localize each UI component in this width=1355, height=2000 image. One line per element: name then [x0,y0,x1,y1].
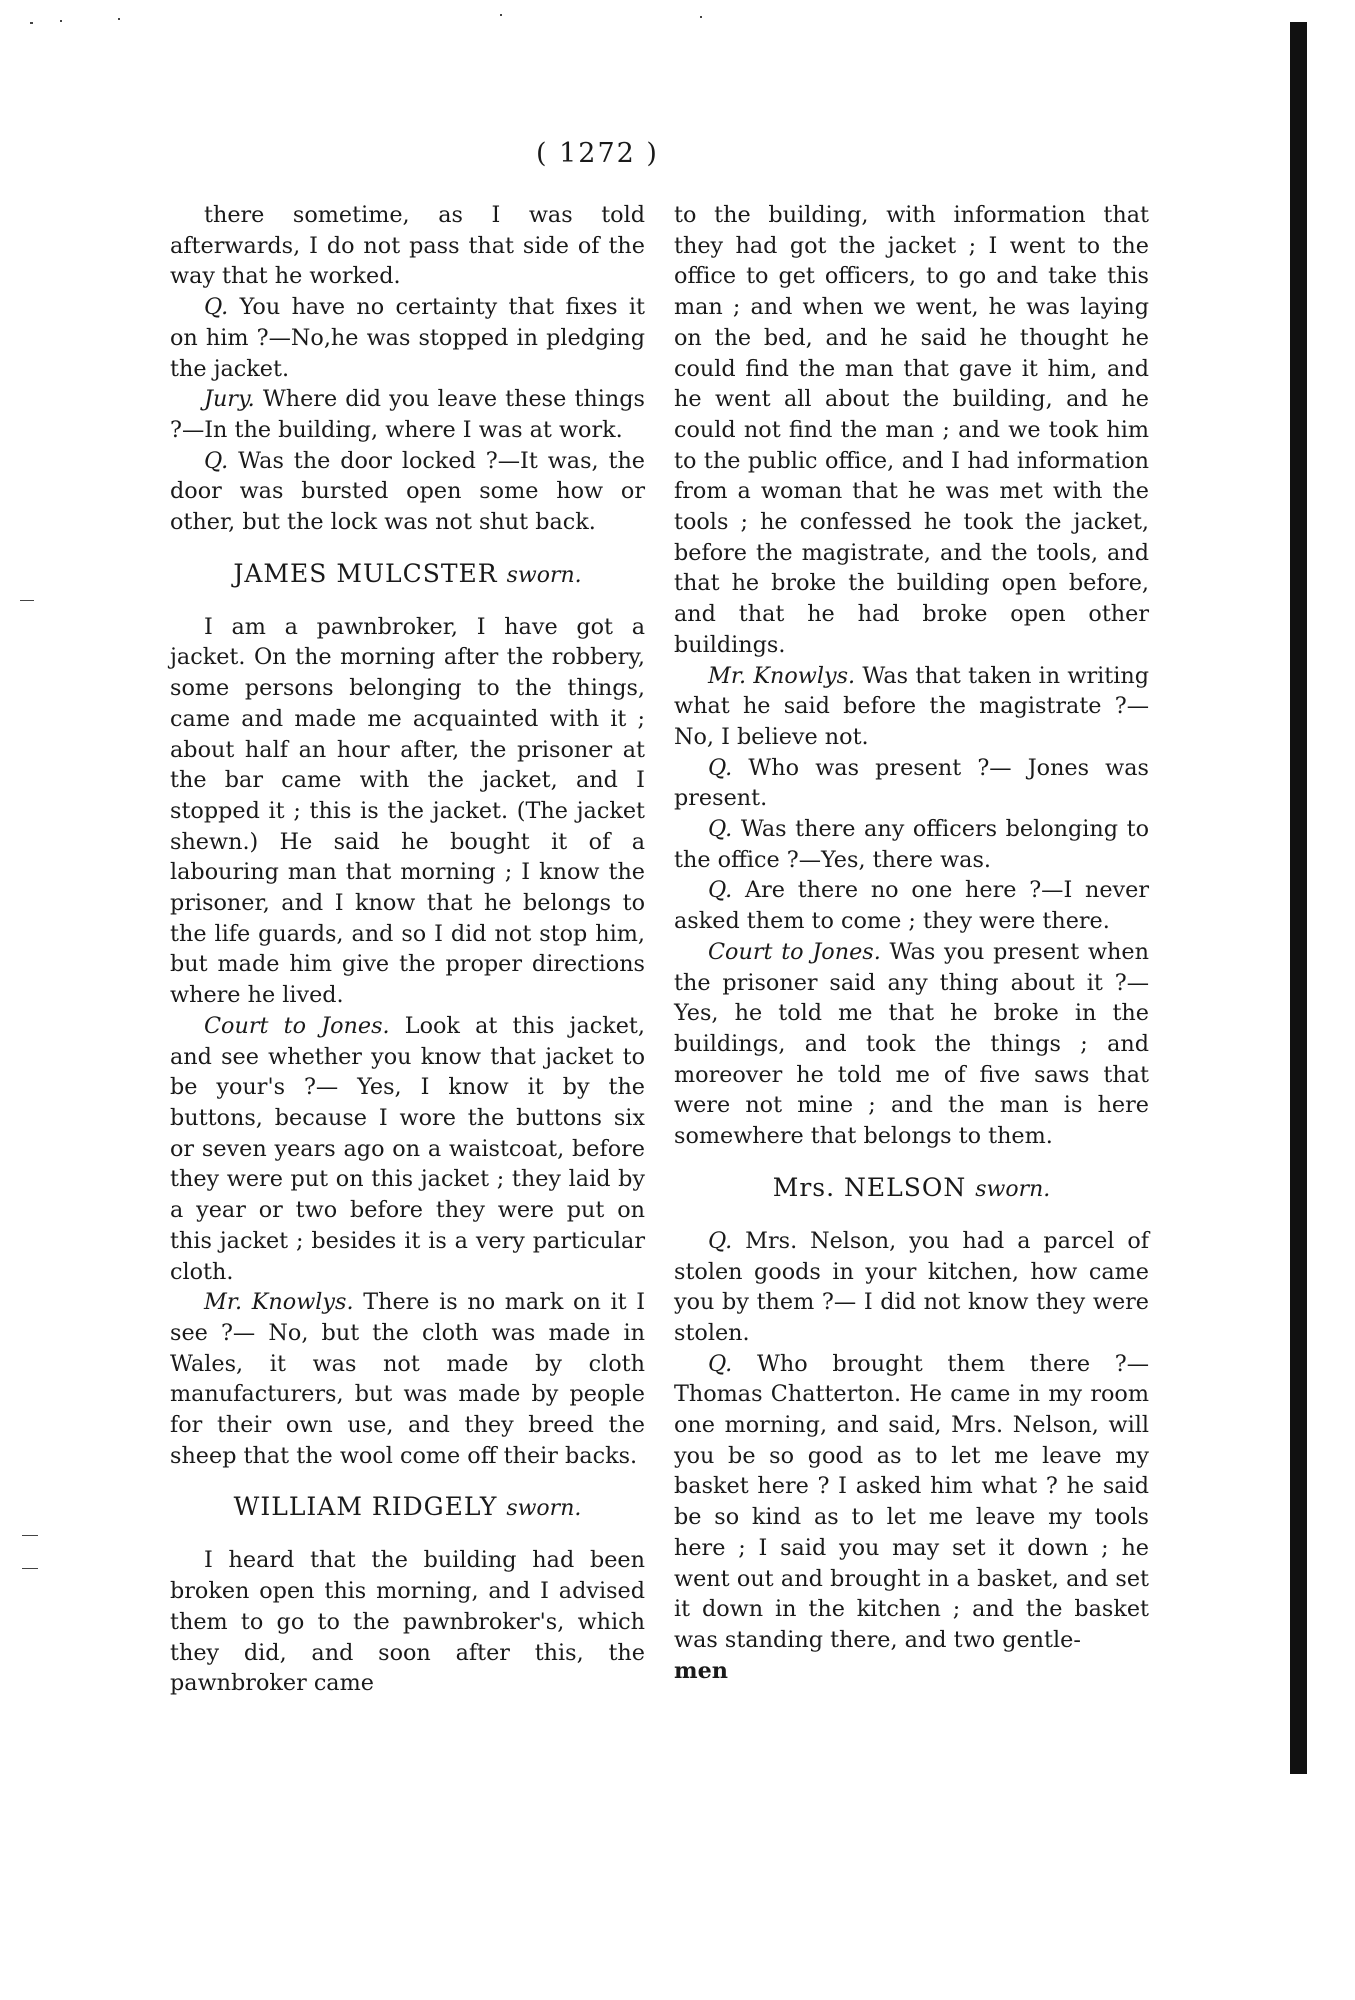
witness-name: JAMES MULCSTER [233,558,498,588]
paragraph-text: There is no mark on it I see ?— No, but the cloth was made in Wales, it was not made by cloth manufacturers, but was made by people for their own use, and they breed the sheep that the wool come off their backs. [170,1289,646,1469]
right-column [674,200,1149,1686]
print-speck [22,1568,38,1569]
testimony-exchange [674,661,1149,753]
testimony-exchange [674,1349,1149,1656]
testimony-exchange [674,1226,1149,1349]
speaker-label: Q. [204,294,229,321]
paragraph-text: I am a pawnbroker, I have got a jacket. On the morning after the robbery, some persons belonging to the things, came and made me acquainted with it ; about half an hour after, the prisoner at the bar came with the jacket, and I stopped it ; this is the jacket. (The jacket shewn.) He said he bought it of a labouring man that morning ; I know the prisoner, and I know that he belongs to the life guards, and so I did not stop him, but made him give the proper directions where he lived. [170,613,645,1009]
print-speck [30,22,33,24]
page-edge-shadow [1290,22,1307,1774]
print-speck [118,18,120,20]
speaker-label: Q. [708,1227,733,1254]
catchword: men [674,1657,728,1684]
witness-name: Mrs. NELSON [772,1172,967,1202]
speaker-label: Q. [204,447,229,474]
print-speck [500,14,502,16]
speaker-label: Court to Jones. [708,938,881,965]
paragraph-text: Mrs. Nelson, you had a parcel of stolen goods in your kitchen, how came you by them ?— I did not know they were stolen. [674,1227,1150,1346]
witness-name: WILLIAM RIDGELY [233,1492,498,1522]
testimony-exchange [170,446,645,538]
speaker-label: Mr. Knowlys. [708,662,856,689]
sworn-label: sworn. [975,1176,1051,1202]
testimony-exchange [170,1287,645,1471]
paragraph-text: Who was present ?— Jones was present. [674,754,1149,812]
print-speck [700,16,702,18]
paragraph-text: Where did you leave these things ?—In the building, where I was at work. [170,386,645,443]
testimony-exchange [674,937,1149,1152]
paragraph-text: there sometime, as I was told afterwards, I do not pass that side of the way that he worked. [170,202,645,290]
speaker-label: Court to Jones. [204,1012,390,1039]
testimony-paragraph [170,200,645,292]
speaker-label: Q. [708,754,733,781]
print-speck [20,600,34,601]
testimony-paragraph [674,200,1149,661]
paragraph-text: Are there no one here ?—I never asked them to come ; they were there. [674,877,1149,935]
testimony-exchange [170,1011,645,1287]
testimony-exchange [170,384,645,445]
testimony-exchange [170,292,645,384]
paragraph-text: Was there any officers belonging to the office ?—Yes, there was. [674,816,1149,873]
speaker-label: Q. [708,816,733,843]
left-column [170,200,645,1699]
sworn-label: sworn. [506,1496,582,1522]
speaker-label: Q. [708,1350,733,1377]
paragraph-text: Was that taken in writing what he said before the magistrate ?—No, I believe not. [674,662,1149,750]
paragraph-text: Who brought them there ?—Thomas Chatterton. He came in my room one morning, and said, Mrs. Nelson, will you be so good as to let me leave my basket here ? I asked him what ? he said be so kind as to let me leave my tools here ; I said you may set it down ; he went out and brought in a basket, and set it down in the kitchen ; and the basket was standing there, and two gentle- [674,1350,1150,1653]
paragraph-text: I heard that the building had been broken open this morning, and I advised them to go to the pawnbroker's, which they did, and soon after this, the pawnbroker came [170,1547,645,1697]
speaker-label: Q. [708,877,733,904]
testimony-exchange [674,753,1149,814]
paragraph-text: Look at this jacket, and see whether you know that jacket to be your's ?— Yes, I know it by the buttons, because I wore the buttons six or seven years ago on a waistcoat, before they were put on this jacket ; they laid by a year or two before they were put on this jacket ; besides it is a very particular cloth. [170,1012,645,1285]
print-speck [60,20,62,22]
sworn-label: sworn. [506,562,582,588]
paragraph-text: to the building, with information that they had got the jacket ; I went to the office to get officers, to go and take this man ; and when we went, he was laying on the bed, and he said he thought he could find the man that gave it him, and he went all about the building, and he could not find the man ; and we took him to the public office, and I had information from a woman that he was met with the tools ; he confessed he took the jacket, before the magistrate, and the tools, and that he broke the building open before, and that he had broke open other buildings. [674,202,1149,658]
testimony-exchange [674,875,1149,936]
paragraph-text: Was you present when the prisoner said any thing about it ?— Yes, he told me that he broke in the buildings, and took the things ; and moreover he told me of five saws that were not mine ; and the man is here somewhere that belongs to them. [674,938,1149,1150]
paragraph-text: You have no certainty that fixes it on him ?—No,he was stopped in pledging the jacket. [170,294,645,382]
witness-heading [170,1491,645,1525]
speaker-label: Jury. [204,386,255,413]
print-speck [22,1535,38,1536]
speaker-label: Mr. Knowlys. [204,1289,354,1316]
testimony-paragraph [170,612,645,1011]
testimony-paragraph [170,1545,645,1699]
witness-heading [674,1172,1149,1206]
page-number: ( 1272 ) [536,138,659,169]
testimony-exchange [674,814,1149,875]
paragraph-text: Was the door locked ?—It was, the door was bursted open some how or other, but the lock was not shut back. [170,447,646,536]
witness-heading [170,558,645,592]
